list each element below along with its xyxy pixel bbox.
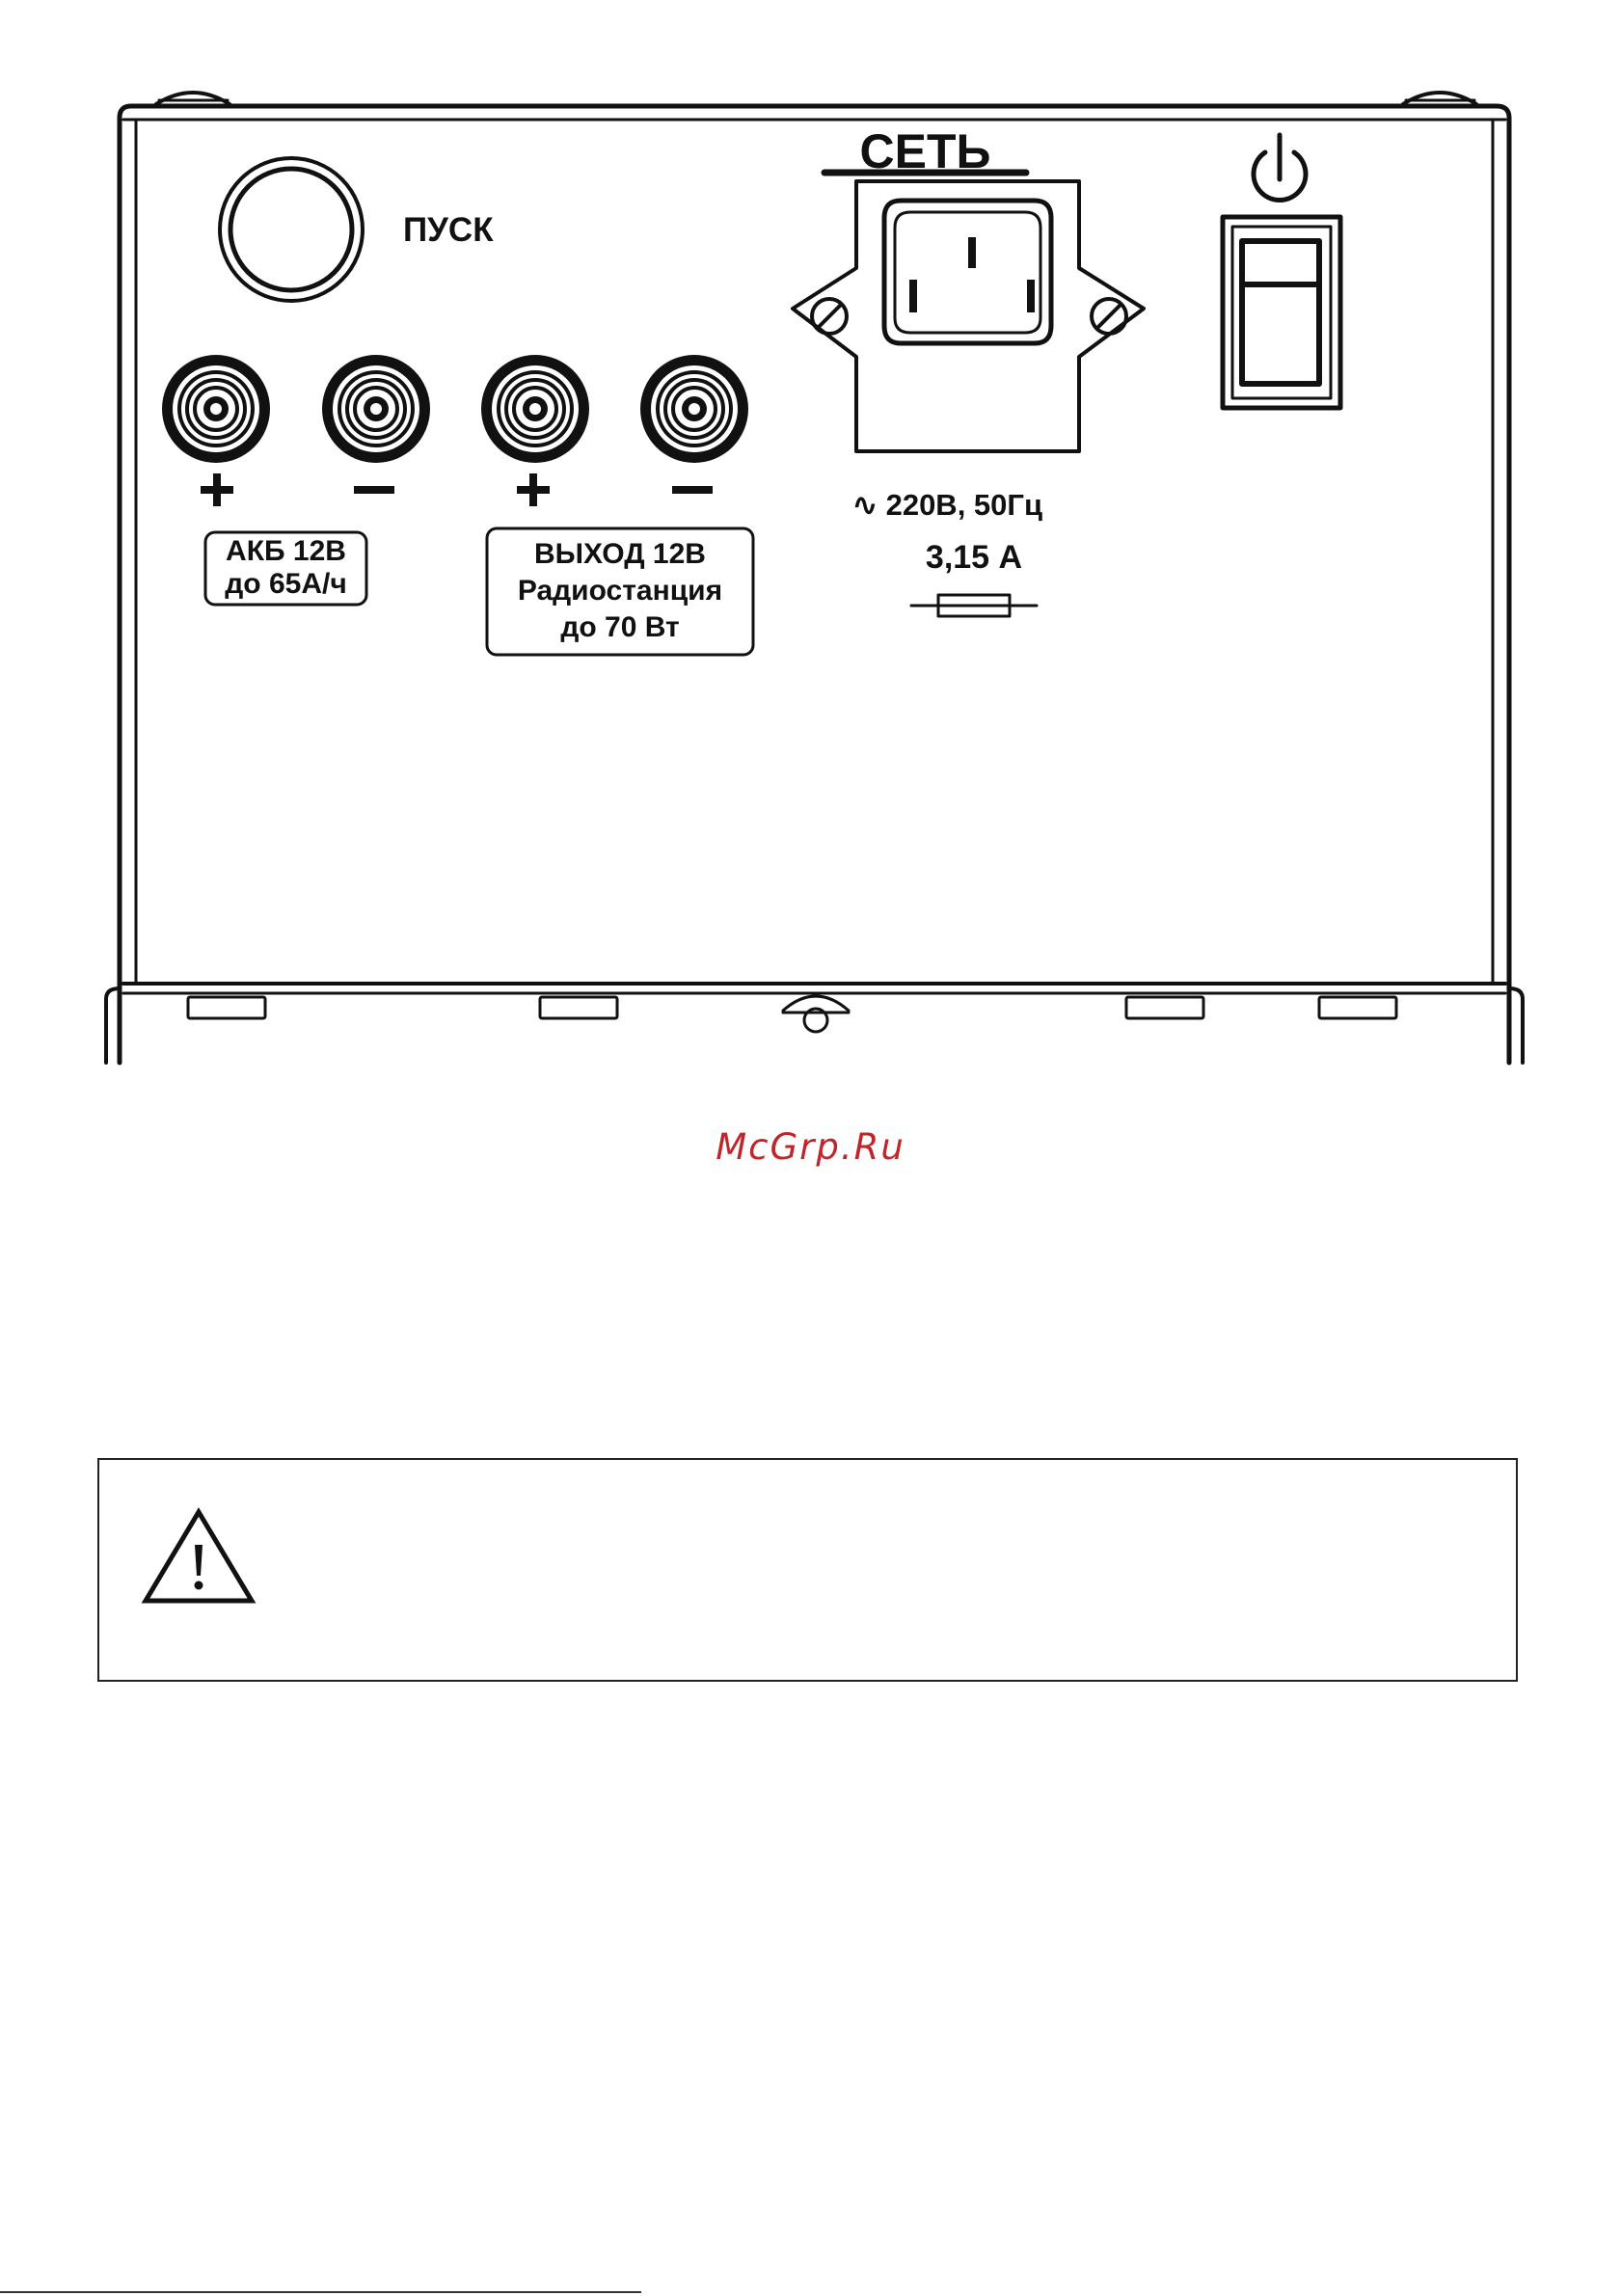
bottom-screw xyxy=(783,996,849,1032)
battery-minus-terminal[interactable] xyxy=(322,355,430,463)
fuse-icon xyxy=(911,595,1037,616)
output-plus-terminal[interactable] xyxy=(481,355,589,463)
top-left-screw xyxy=(156,93,230,104)
warning-icon xyxy=(136,1504,261,1610)
battery-plus-terminal[interactable] xyxy=(162,355,270,463)
battery-plus-sign xyxy=(0,0,1,1)
watermark: McGrp.Ru xyxy=(716,1126,905,1168)
mains-spec: ∿ 220В, 50Гц xyxy=(852,488,1043,522)
output-label-line1: ВЫХОД 12В xyxy=(534,538,706,570)
battery-label xyxy=(205,535,366,601)
output-minus-mark xyxy=(672,486,713,494)
battery-minus-mark xyxy=(354,486,394,494)
output-label-line2: Радиостанция xyxy=(517,575,723,607)
fuse-rating: 3,15 А xyxy=(925,539,1023,576)
warning-box xyxy=(97,1458,1518,1682)
power-icon xyxy=(1254,135,1306,200)
start-label: ПУСК xyxy=(403,211,494,249)
mains-label: СЕТЬ xyxy=(859,124,991,178)
mains-socket[interactable] xyxy=(793,173,1144,451)
footnote-rule xyxy=(0,2291,641,2293)
top-right-screw xyxy=(1403,93,1476,104)
start-button[interactable] xyxy=(220,158,363,301)
bottom-feet xyxy=(188,997,1396,1018)
output-label-line3: до 70 Вт xyxy=(560,611,680,643)
battery-label-line2: до 65А/ч xyxy=(225,568,347,600)
output-minus-terminal[interactable] xyxy=(640,355,748,463)
output-label xyxy=(487,536,753,646)
power-switch[interactable] xyxy=(1223,217,1340,408)
battery-label-line1: АКБ 12В xyxy=(226,535,346,567)
